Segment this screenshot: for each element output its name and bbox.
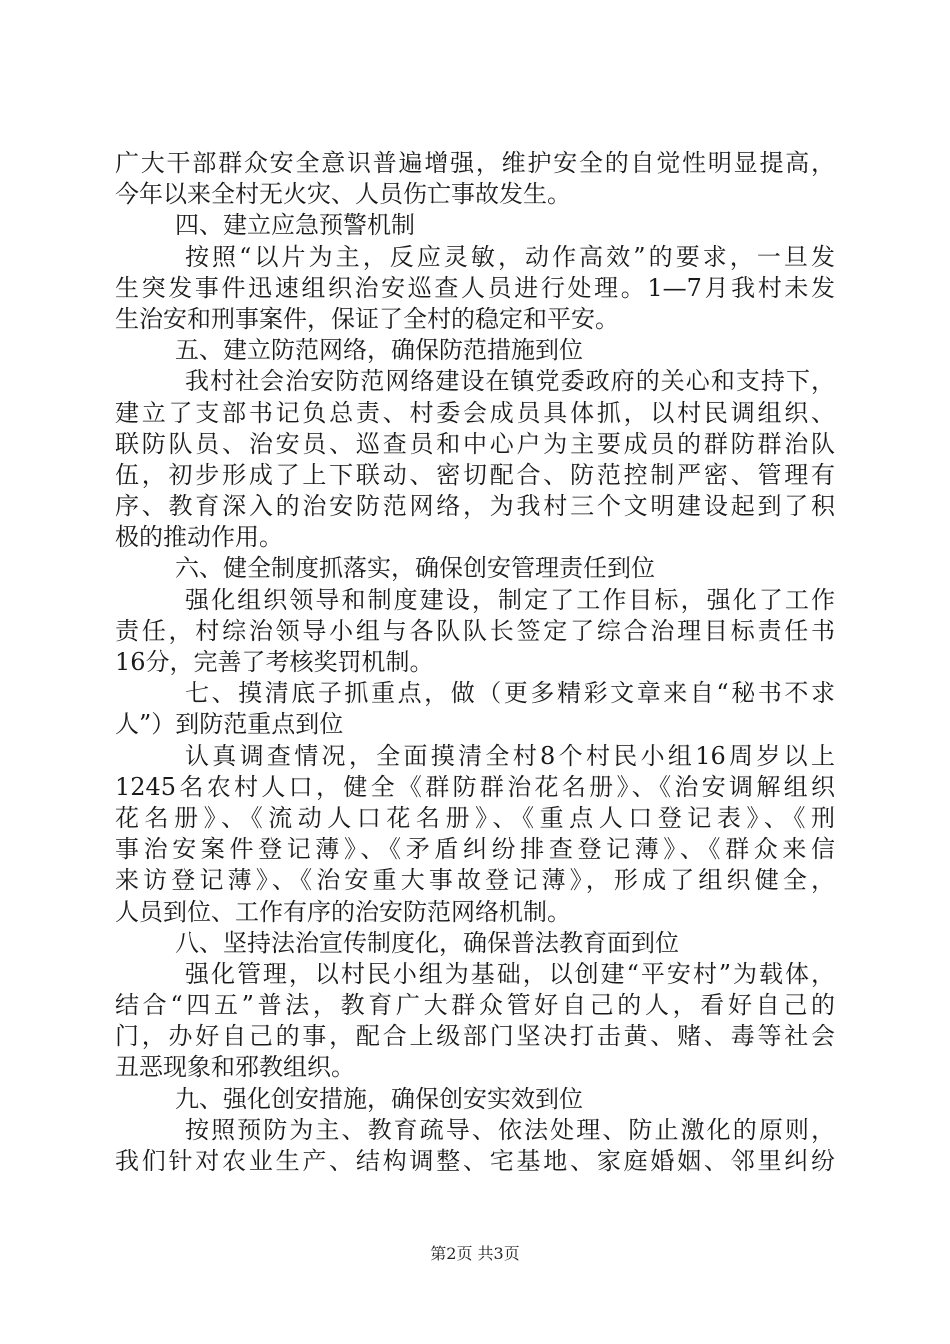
text-line: 生突发事件迅速组织治安巡查人员进行处理。1—7月我村未发 [115,273,835,302]
document-body [115,148,835,1177]
section-heading: 人”）到防范重点到位 [115,710,344,739]
text-line: 结合“四五”普法，教育广大群众管好自己的人，看好自己的 [115,991,835,1020]
page-number-footer: 第2页 共3页 [430,1244,520,1263]
text-line: 伍，初步形成了上下联动、密切配合、防范控制严密、管理有 [115,460,835,489]
text-line: 认真调查情况，全面摸清全村8个村民小组16周岁以上 [185,741,835,770]
text-line: 人员到位、工作有序的治安防范网络机制。 [115,897,571,926]
section-heading: 五、建立防范网络，确保防范措施到位 [175,336,583,365]
text-line: 今年以来全村无火灾、人员伤亡事故发生。 [115,180,571,209]
text-line: 丑恶现象和邪教组织。 [115,1053,355,1082]
text-line: 按照预防为主、教育疏导、依法处理、防止激化的原则， [185,1115,835,1144]
text-line: 联防队员、治安员、巡查员和中心户为主要成员的群防群治队 [115,429,835,458]
text-line: 门，办好自己的事，配合上级部门坚决打击黄、赌、毒等社会 [115,1022,835,1051]
section-heading: 六、健全制度抓落实，确保创安管理责任到位 [175,554,655,583]
text-line: 广大干部群众安全意识普遍增强，维护安全的自觉性明显提高， [115,149,835,177]
text-line: 极的推动作用。 [115,523,283,552]
text-line: 花名册》、《流动人口花名册》、《重点人口登记表》、《刑 [115,803,835,832]
text-line: 1245名农村人口，健全《群防群治花名册》、《治安调解组织 [115,772,835,801]
text-line: 按照“以片为主，反应灵敏，动作高效”的要求，一旦发 [185,242,835,271]
section-heading: 七、摸清底子抓重点，做（更多精彩文章来自“秘书不求 [185,679,835,708]
text-line: 16分，完善了考核奖罚机制。 [115,648,434,676]
text-line: 建立了支部书记负总责、村委会成员具体抓，以村民调组织、 [115,398,835,427]
text-line: 生治安和刑事案件，保证了全村的稳定和平安。 [115,304,619,333]
section-heading: 九、强化创安措施，确保创安实效到位 [175,1084,583,1113]
section-heading: 四、建立应急预警机制 [175,211,415,240]
text-line: 事治安案件登记薄》、《矛盾纠纷排查登记薄》、《群众来信 [115,835,835,864]
text-line: 来访登记薄》、《治安重大事故登记薄》，形成了组织健全， [115,866,835,895]
text-line: 强化管理，以村民小组为基础，以创建“平安村”为载体， [185,959,835,988]
text-line: 序、教育深入的治安防范网络，为我村三个文明建设起到了积 [115,492,835,521]
section-heading: 八、坚持法治宣传制度化，确保普法教育面到位 [175,928,679,957]
text-line: 责任，村综治领导小组与各队队长签定了综合治理目标责任书 [115,616,835,645]
text-line: 我们针对农业生产、结构调整、宅基地、家庭婚姻、邻里纠纷 [115,1147,835,1175]
text-line: 强化组织领导和制度建设，制定了工作目标，强化了工作 [185,585,835,614]
text-line: 我村社会治安防范网络建设在镇党委政府的关心和支持下， [185,367,835,396]
